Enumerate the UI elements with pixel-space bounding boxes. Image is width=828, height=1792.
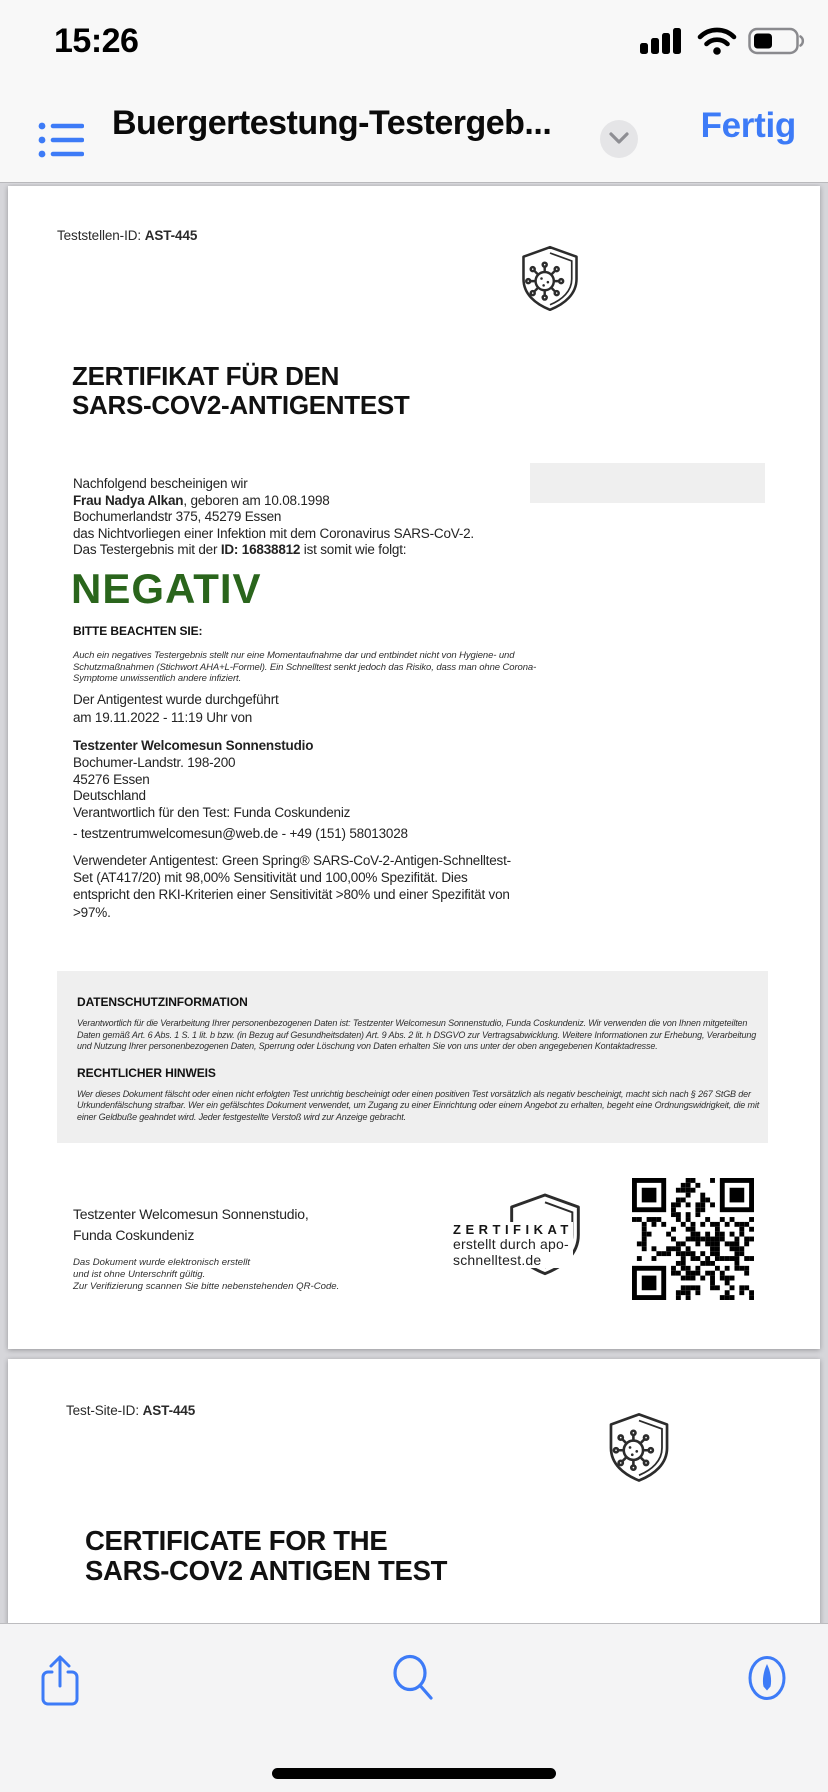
chevron-down-icon xyxy=(609,131,629,148)
wifi-icon xyxy=(696,26,738,61)
patient-birthdate: , geboren am 10.08.1998 xyxy=(183,492,330,508)
apo-logo-line1: ZERTIFIKAT xyxy=(453,1222,573,1237)
performed-paragraph xyxy=(73,691,279,726)
shield-virus-logo-icon xyxy=(605,1411,673,1490)
test-site-id-line xyxy=(57,228,197,243)
apo-logo-line3: schnelltest.de xyxy=(453,1253,573,1269)
legal-line: Urkundenfälschung strafbar. Wer ein gefälschtes Dokument verwendet, um Zugang zu einer Einrichtung oder einem Angebot zu erhalten, begeht eine Ordnungswidrigkeit, die mit xyxy=(77,1100,760,1111)
pdf-page-2 xyxy=(8,1359,820,1623)
test-center-name: Testzenter Welcomesun Sonnenstudio xyxy=(73,738,314,753)
apo-logo-text xyxy=(453,1222,573,1268)
antigen-test-paragraph xyxy=(73,852,511,921)
share-button[interactable] xyxy=(38,1654,82,1711)
patient-name: Frau Nadya Alkan xyxy=(73,492,184,508)
privacy-line: und Nutzung Ihrer personenbezogenen Daten, Sperrung oder Löschung von Daten erhalten Sie von uns unter der oben angegebenen Kontaktadresse. xyxy=(77,1041,658,1052)
battery-icon xyxy=(748,26,806,61)
antigen-line: Set (AT417/20) mit 98,00% Sensitivität und 100,00% Spezifität. Dies xyxy=(73,870,468,886)
footer-issuer-line: Testzenter Welcomesun Sonnenstudio, xyxy=(73,1206,309,1222)
test-site-id-line-en xyxy=(66,1403,195,1418)
share-icon xyxy=(38,1696,82,1711)
bottom-toolbar xyxy=(0,1623,828,1792)
performed-date-line: am 19.11.2022 - 11:19 Uhr von xyxy=(73,709,253,725)
certificate-heading-line1: ZERTIFIKAT FÜR DEN xyxy=(72,361,340,391)
contact-line: - testzentrumwelcomesun@web.de - +49 (151) 58013028 xyxy=(73,826,408,841)
status-time: 15:26 xyxy=(54,22,139,60)
test-site-id-label: Teststellen-ID: xyxy=(57,228,145,243)
bullet-list-icon xyxy=(38,148,84,163)
attestation-line: das Nichtvorliegen einer Infektion mit dem Coronavirus SARS-CoV-2. xyxy=(73,525,474,541)
done-button[interactable]: Fertig xyxy=(700,106,796,145)
cellular-signal-icon xyxy=(640,26,686,61)
attestation-line xyxy=(73,542,474,559)
markup-pen-icon xyxy=(746,1690,788,1705)
attestation-line xyxy=(73,493,474,510)
certificate-heading-en-line2: SARS-COV2 ANTIGEN TEST xyxy=(85,1554,448,1586)
test-site-id-label-en: Test-Site-ID: xyxy=(66,1403,143,1418)
certificate-heading-line2: SARS-COV2-ANTIGENTEST xyxy=(72,390,410,420)
search-icon xyxy=(391,1690,437,1705)
top-chrome xyxy=(0,0,828,183)
privacy-heading: DATENSCHUTZINFORMATION xyxy=(77,995,248,1009)
footer-issuer-line: Funda Coskundeniz xyxy=(73,1227,195,1243)
footer-note-line: Das Dokument wurde elektronisch erstellt xyxy=(73,1257,251,1268)
document-title: Buergertestung-Testergeb... xyxy=(112,104,552,142)
apo-logo-line2: erstellt durch apo- xyxy=(453,1237,573,1253)
attestation-paragraph xyxy=(73,476,474,559)
notice-text-line: Symptome unwissentlich andere infiziert. xyxy=(73,673,242,684)
test-center-country: Deutschland xyxy=(73,788,146,804)
footer-issuer-block xyxy=(73,1204,339,1293)
result-id: ID: 16838812 xyxy=(220,542,301,558)
attestation-line: Nachfolgend bescheinigen wir xyxy=(73,476,248,491)
redacted-placeholder-box xyxy=(530,463,765,503)
result-id-pre: Das Testergebnis mit der xyxy=(73,542,221,558)
qr-code xyxy=(632,1178,754,1300)
test-site-id-value: AST-445 xyxy=(144,228,198,243)
home-indicator[interactable] xyxy=(272,1768,556,1779)
document-scroll-area[interactable] xyxy=(0,184,828,1623)
legal-heading: RECHTLICHER HINWEIS xyxy=(77,1065,216,1080)
certificate-heading-en-line1: CERTIFICATE FOR THE xyxy=(85,1525,388,1556)
notice-heading: BITTE BEACHTEN SIE: xyxy=(73,624,203,638)
test-result-value: NEGATIV xyxy=(71,565,262,612)
footer-note-line: Zur Verifizierung scannen Sie bitte nebenstehenden QR-Code. xyxy=(73,1281,340,1292)
privacy-legal-box xyxy=(57,971,768,1143)
legal-line: einer Geldbuße geahndet wird. Jeder festgestellte Verstoß wird zur Anzeige gebracht. xyxy=(77,1111,406,1122)
certificate-heading xyxy=(72,362,410,420)
test-center-street: Bochumer-Landstr. 198-200 xyxy=(73,754,236,770)
legal-line: Wer dieses Dokument fälscht oder einen nicht erfolgten Test unrichtig bescheinigt oder einen positiven Test vorsätzlich als negativ bescheinigt, macht sich nach § 267 StGB der xyxy=(77,1088,751,1099)
patient-address: Bochumerlandstr 375, 45279 Essen xyxy=(73,509,282,525)
thumbnail-list-button[interactable] xyxy=(38,120,84,160)
title-menu-button[interactable] xyxy=(600,120,638,158)
notice-text-line: Auch ein negatives Testergebnis stellt nur eine Momentaufnahme dar und entbindet nicht von Hygiene- und xyxy=(73,650,515,661)
status-icons xyxy=(640,26,806,61)
footer-note-line: und ist ohne Unterschrift gültig. xyxy=(73,1269,206,1280)
result-id-post: ist somit wie folgt: xyxy=(300,542,407,558)
antigen-line: entspricht den RKI-Kriterien einer Sensitivität >80% und einer Spezifität von xyxy=(73,887,510,903)
antigen-line: >97%. xyxy=(73,904,111,920)
markup-button[interactable] xyxy=(746,1654,788,1705)
search-button[interactable] xyxy=(391,1654,437,1705)
shield-virus-logo-icon xyxy=(518,244,582,319)
test-center-block xyxy=(73,738,350,822)
privacy-line: Daten gemäß Art. 6 Abs. 1 S. 1 lit. b bzw. (in Bezug auf Gesundheitsdaten) Art. 9 Abs. 2 lit. h DSGVO zur Vertragsabwicklung. Weitere Informationen zur Erhebung, Verarbeitung xyxy=(77,1029,757,1040)
test-center-responsible: Verantwortlich für den Test: Funda Coskundeniz xyxy=(73,805,351,821)
pdf-page-1 xyxy=(8,186,820,1349)
performed-line: Der Antigentest wurde durchgeführt xyxy=(73,692,279,707)
certificate-heading-en xyxy=(85,1526,447,1585)
notice-text xyxy=(73,650,536,685)
test-center-city: 45276 Essen xyxy=(73,771,150,787)
test-site-id-value-en: AST-445 xyxy=(142,1403,196,1418)
privacy-line: Verantwortlich für die Verarbeitung Ihrer personenbezogenen Daten ist: Testzenter Welcomesun Sonnenstudio, Funda Coskundeniz. Wir verwenden die von Ihnen mitgeteilten xyxy=(77,1018,748,1028)
notice-text-line: Schutzmaßnahmen (Stichwort AHA+L-Formel). Ein Schnelltest senkt jedoch das Risiko, dass man ohne Corona- xyxy=(73,661,537,673)
antigen-line: Verwendeter Antigentest: Green Spring® SARS-CoV-2-Antigen-Schnelltest- xyxy=(73,853,511,868)
